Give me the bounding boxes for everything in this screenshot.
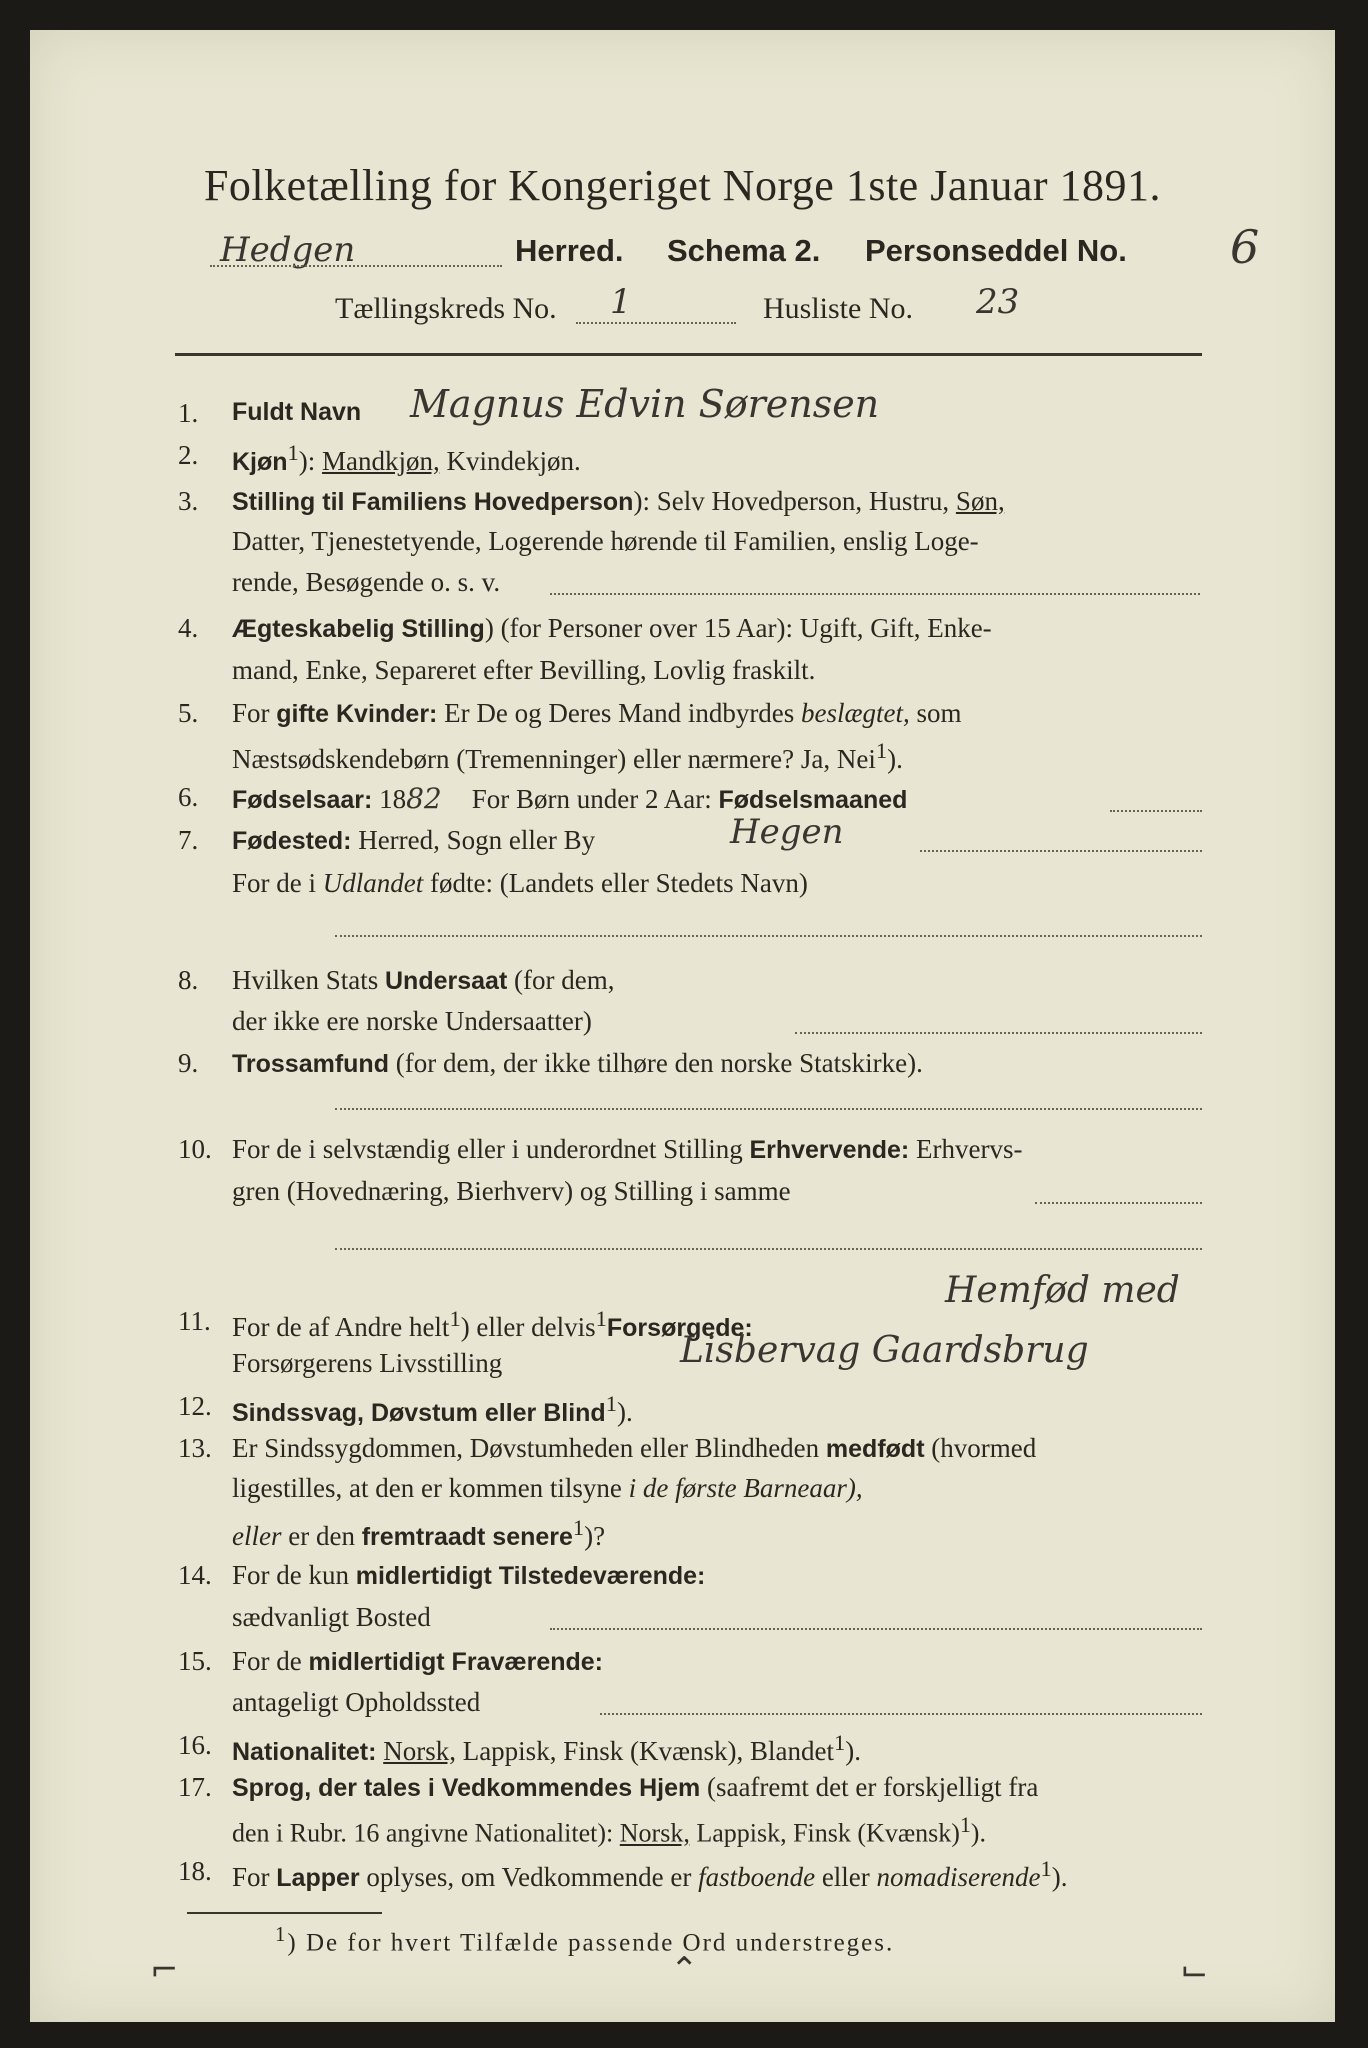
item-2-selected: Mandkjøn,: [322, 446, 440, 476]
item-15-line2: antageligt Opholdssted: [232, 1687, 481, 1717]
herred-label: Herred.: [515, 233, 624, 268]
item-8-dotted-line: [795, 1032, 1202, 1034]
item-10-dotted-line-2: [335, 1248, 1202, 1250]
item-16-selected: Norsk,: [383, 1736, 456, 1766]
herred-dotted-line: [210, 265, 502, 267]
birth-year-value: 82: [406, 782, 442, 815]
item-11-value-1: Hemfød med: [945, 1270, 1180, 1311]
item-14-dotted-line: [550, 1628, 1202, 1630]
item-11-line2: Forsørgerens Livsstilling: [232, 1348, 503, 1378]
corner-mark-left-icon: ⌐: [150, 1950, 179, 1990]
item-11-value-2: Lisbervag Gaardsbrug: [680, 1330, 1089, 1371]
kreds-value: 1: [610, 282, 632, 322]
form-title: Folketælling for Kongeriget Norge 1ste Januar 1891.: [203, 161, 1162, 210]
item-3-line3: rende, Besøgende o. s. v.: [232, 567, 501, 597]
schema-label: Schema 2.: [667, 233, 821, 268]
item-8-line2: der ikke ere norske Undersaatter): [232, 1006, 592, 1036]
header-rule: [175, 353, 1202, 356]
item-15-dotted-line: [600, 1713, 1202, 1715]
kreds-dotted-line: [576, 322, 736, 324]
footnote-rule: [187, 1912, 382, 1914]
item-3-dotted-line: [550, 593, 1200, 595]
item-9-dotted-line: [335, 1108, 1202, 1110]
item-7-line2: For de i Udlandet fødte: (Landets eller Stedets Navn): [232, 868, 808, 898]
item-17-selected: Norsk,: [619, 1818, 690, 1848]
item-14-line2: sædvanligt Bosted: [232, 1602, 431, 1632]
herred-value: Hedgen: [220, 230, 356, 270]
item-13-line2: ligestilles, at den er kommen tilsyne i de første Barneaar),: [232, 1473, 863, 1503]
item-1-name: Magnus Edvin Sørensen: [410, 382, 880, 426]
corner-mark-right-icon: ⌙: [1180, 1950, 1209, 1990]
corner-mark-center-icon: ⌃: [670, 1950, 699, 1990]
kreds-label: Tællingskreds No.: [335, 292, 557, 325]
birthplace-value: Hegen: [730, 812, 844, 852]
item-17-line2: den i Rubr. 16 angivne Nationalitet): Norsk, Lappisk, Finsk (Kvænsk)$^1$).: [232, 1813, 986, 1848]
census-form-sheet: Folketælling for Kongeriget Norge 1ste Januar 1891. Hedgen Herred. Schema 2. Personseddel No. 6 Tællingskreds No. 1 Husliste No. 23 1. Fuldt Navn Magnus Edvin Sørensen 2. Kjøn$^1$): Mandkjøn, Kvindekjøn. 3. Stilling til Familiens Hovedperson): Selv Hovedperson, Hustru, Søn, Datter, Tjenestetyende, Logerende hørende til Familien, enslig Loge- rende, Besøgende o. s. v. 4. Ægteskabelig Stilling) (for Personer over 15 Aar): Ugift, Gift, Enke- mand, Enke, Separeret efter Bevilling, Lovlig fraskilt. 5. For gifte Kvinder: Er De og Deres Mand indbyrdes beslægtet, som Næstsødskendebørn (Tremenninger) eller nærmere? Ja, Nei$^1$). 6. Fødselsaar: 1882 For Børn under 2 Aar: Fødselsmaaned 7. Fødested: Herred, Sogn eller By Hegen For de i Udlandet fødte: (Landets eller Stedets Navn) 8. Hvilken Stats Undersaat (for dem, der ikke ere norske Undersaatter) 9. Trossamfund (for dem, der ikke tilhøre den norske Statskirke). 10. For de i selvstændig eller i underordnet Stilling Erhvervende: Erhvervs- gren (Hovednæring, Bierhverv) og Stilling i samme 11. For de af Andre helt$^1$) eller delvis$^1$Forsørgede: Hemfød med Forsørgerens Livsstilling Lisbervag Gaardsbrug 12. Sindssvag, Døvstum eller Blind$^1$). 13. Er Sindssygdommen, Døvstumheden eller Blindheden medfødt (hvormed ligestilles, at den er kommen tilsyne i de første Barneaar), eller er den fremtraadt senere$^1$)? 14. For de kun midlertidigt Tilstedeværende: sædvanligt Bosted 15. For de midlertidigt Fraværende: antageligt Opholdssted 16. Nationalitet: Norsk, Lappisk, Finsk (Kvænsk), Blandet$^1$). 17. Sprog, der tales i Vedkommendes Hjem (saafremt det er forskjelligt fra den i Rubr. 16 angivne Nationalitet): Norsk, Lappisk, Finsk (Kvænsk)$^1$). 18. For Lapper oplyses, om Vedkommende er fastboende eller nomadiserende$^1$). $^1$) De for hvert Tilfælde passende Ord understreges. ⌐ ⌃ ⌙: [30, 30, 1335, 2022]
herred-line: [220, 230, 355, 270]
personseddel-label: Personseddel No.: [865, 233, 1127, 268]
item-7-dotted-line: [920, 850, 1202, 852]
item-6-dotted-line: [1110, 810, 1202, 812]
personseddel-value: 6: [1230, 220, 1260, 274]
footnote: $^1$) De for hvert Tilfælde passende Ord understreges.: [275, 1922, 895, 1957]
item-7-dotted-line-2: [335, 935, 1202, 937]
item-10-dotted-line: [1035, 1202, 1202, 1204]
item-3-line2: Datter, Tjenestetyende, Logerende hørende til Familien, enslig Loge-: [232, 526, 979, 556]
husliste-label: Husliste No.: [763, 292, 913, 325]
item-1-label: Fuldt Navn: [232, 398, 362, 426]
item-3-selected: Søn,: [955, 486, 1005, 516]
item-4-line2: mand, Enke, Separeret efter Bevilling, Lovlig fraskilt.: [232, 655, 816, 685]
item-5-line2: Næstsødskendebørn (Tremenninger) eller nærmere? Ja, Nei$^1$).: [232, 738, 903, 774]
item-13-line3: eller er den fremtraadt senere$^1$)?: [232, 1515, 606, 1551]
item-10-line2: gren (Hovednæring, Bierhverv) og Stilling i samme: [232, 1176, 791, 1206]
husliste-value: 23: [976, 282, 1020, 322]
